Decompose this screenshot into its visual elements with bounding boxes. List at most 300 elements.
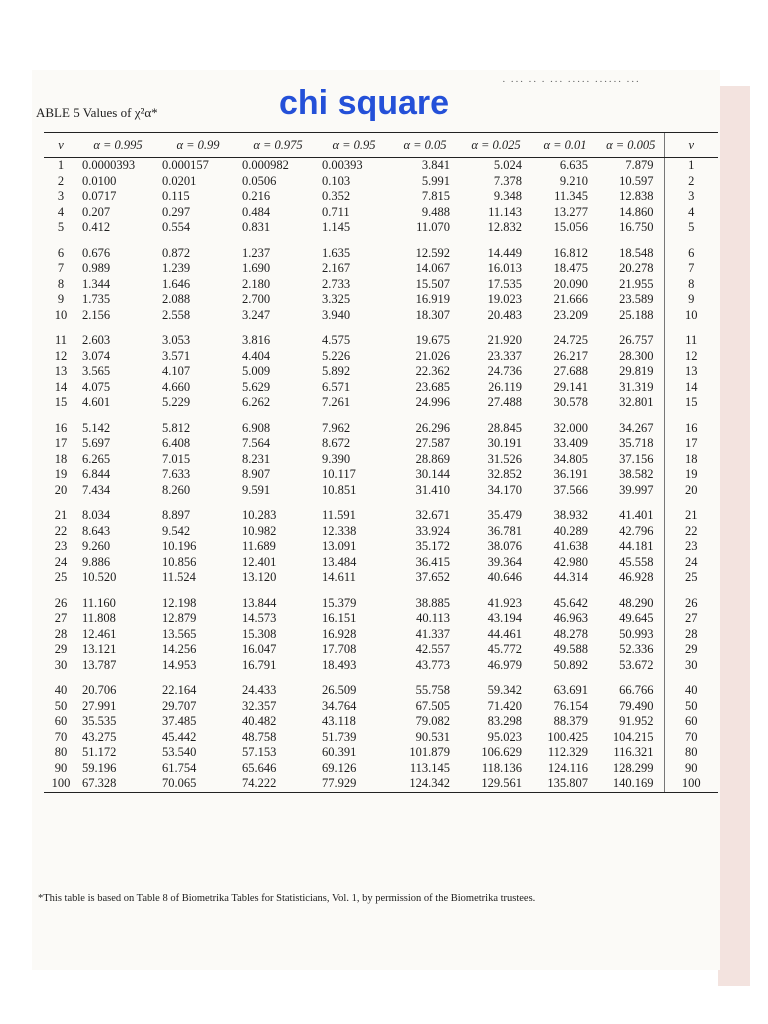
table-cell: 5.697 [82,436,111,451]
table-cell: 35.535 [82,714,117,729]
degrees-of-freedom-cell: 16 [664,411,718,437]
table-cell: 4.575 [322,333,351,348]
table-cell: 12.461 [82,626,117,641]
table-cell: 49.645 [619,611,654,626]
degrees-of-freedom-cell: 90 [664,761,718,777]
table-cell: 5.629 [242,379,271,394]
table-cell: 0.216 [242,189,271,204]
table-cell: 14.449 [487,245,522,260]
table-cell: 13.277 [553,204,588,219]
table-cell: 35.172 [415,539,450,554]
table-cell: 6.571 [322,379,351,394]
table-cell: 66.766 [619,683,654,698]
table-cell: 70.065 [158,776,238,792]
table-cell: 140.169 [598,776,664,792]
table-cell: 16.791 [242,657,277,672]
degrees-of-freedom-cell: 17 [54,436,68,451]
table-cell: 23.209 [553,307,588,322]
table-cell: 18.475 [553,261,588,276]
table-cell: 35.479 [487,508,522,523]
table-cell: 5.226 [322,348,351,363]
table-cell: 76.154 [553,698,588,713]
table-cell: 37.485 [162,714,197,729]
table-cell: 116.321 [613,745,654,760]
table-cell: 129.561 [460,776,532,792]
column-header: α = 0.995 [78,133,158,158]
degrees-of-freedom-cell: 1 [57,158,65,173]
table-cell: 118.136 [481,760,522,775]
table-header-row [44,133,718,158]
table-cell: 63.691 [553,683,588,698]
table-cell: 19.675 [415,333,450,348]
table-cell: 3.571 [162,348,191,363]
table-cell: 37.566 [553,482,588,497]
table-cell: 0.0100 [82,173,117,188]
table-cell: 1.239 [162,261,191,276]
degrees-of-freedom-cell: 26 [54,595,68,610]
table-cell: 3.940 [322,307,351,322]
table-cell: 48.758 [242,729,277,744]
table-cell: 32.000 [553,420,588,435]
table-cell: 0.000157 [162,158,209,173]
table-cell: 9.260 [82,539,111,554]
table-cell: 67.505 [415,698,450,713]
table-cell: 10.196 [162,539,197,554]
table-cell: 5.892 [322,364,351,379]
table-cell: 15.507 [415,276,450,291]
table-cell: 36.191 [553,467,588,482]
table-cell: 24.433 [242,683,277,698]
table-cell: 24.725 [553,333,588,348]
table-cell: 13.787 [82,657,117,672]
degrees-of-freedom-cell: 9 [57,292,65,307]
table-cell: 7.879 [625,158,654,173]
table-row [44,236,718,262]
table-cell: 29.819 [619,364,654,379]
degrees-of-freedom-cell: 10 [664,308,718,324]
table-cell: 9.210 [559,173,588,188]
table-cell: 29.141 [553,379,588,394]
table-cell: 14.256 [162,642,197,657]
table-cell: 10.117 [322,467,356,482]
table-title: ABLE 5 Values of χ²α* [36,105,158,120]
table-cell: 15.379 [322,595,357,610]
table-cell: 36.415 [415,554,450,569]
table-row [44,539,718,555]
table-row [44,220,718,236]
table-cell: 22.362 [415,364,450,379]
table-cell: 12.338 [322,523,357,538]
table-cell: 6.408 [162,436,191,451]
table-cell: 18.548 [619,245,654,260]
table-cell: 43.773 [415,657,450,672]
table-cell: 16.047 [242,642,277,657]
table-cell: 2.733 [322,276,351,291]
table-cell: 128.299 [612,760,654,775]
table-cell: 17.535 [487,276,522,291]
table-row [44,627,718,643]
table-row [44,555,718,571]
table-cell: 5.142 [82,420,111,435]
table-cell: 2.700 [242,292,271,307]
table-cell: 9.348 [493,189,522,204]
table-cell: 32.801 [619,395,654,410]
background-edge [718,86,750,986]
table-row [44,570,718,586]
table-cell: 20.706 [82,683,117,698]
table-cell: 30.144 [415,467,450,482]
table-cell: 6.908 [242,420,271,435]
table-row [44,714,718,730]
table-cell: 51.739 [322,729,357,744]
degrees-of-freedom-cell: 60 [54,714,68,729]
table-row [44,323,718,349]
table-cell: 7.564 [242,436,271,451]
table-cell: 0.297 [162,204,191,219]
table-cell: 13.844 [242,595,277,610]
table-cell: 0.676 [82,245,111,260]
table-cell: 12.879 [162,611,197,626]
table-cell: 11.345 [554,189,588,204]
column-header: α = 0.975 [238,133,318,158]
table-cell: 40.289 [553,523,588,538]
degrees-of-freedom-cell: 19 [54,467,68,482]
table-cell: 18.493 [322,657,357,672]
table-cell: 5.024 [493,158,522,173]
degrees-of-freedom-cell: 21 [54,508,68,523]
table-cell: 35.718 [619,436,654,451]
table-cell: 79.490 [619,698,654,713]
table-cell: 59.196 [82,760,117,775]
table-cell: 43.118 [322,714,356,729]
degrees-of-freedom-cell: 4 [57,204,65,219]
table-row [44,292,718,308]
table-row [44,349,718,365]
table-cell: 4.601 [82,395,111,410]
table-cell: 27.991 [82,698,117,713]
table-cell: 4.404 [242,348,271,363]
table-cell: 12.401 [242,554,277,569]
table-cell: 9.488 [421,204,450,219]
table-row [44,673,718,699]
table-cell: 3.565 [82,364,111,379]
table-row [44,174,718,190]
table-cell: 124.116 [547,760,588,775]
table-cell: 14.611 [322,570,356,585]
document-page [32,70,720,970]
table-row [44,277,718,293]
degrees-of-freedom-cell: 13 [664,364,718,380]
degrees-of-freedom-cell: 14 [664,380,718,396]
table-cell: 38.582 [619,467,654,482]
table-row [44,452,718,468]
table-cell: 33.924 [415,523,450,538]
table-cell: 0.115 [162,189,190,204]
table-cell: 13.565 [162,626,197,641]
table-cell: 22.164 [162,683,197,698]
table-cell: 6.265 [82,451,111,466]
table-cell: 52.336 [619,642,654,657]
table-cell: 113.145 [409,760,450,775]
table-cell: 21.920 [487,333,522,348]
table-cell: 3.053 [162,333,191,348]
table-cell: 34.170 [487,482,522,497]
table-cell: 4.660 [162,379,191,394]
table-cell: 8.897 [162,508,191,523]
table-cell: 39.997 [619,482,654,497]
table-cell: 7.962 [322,420,351,435]
table-row [44,642,718,658]
degrees-of-freedom-cell: 7 [57,261,65,276]
table-cell: 26.757 [619,333,654,348]
table-cell: 12.592 [415,245,450,260]
table-cell: 1.145 [322,220,351,235]
table-cell: 38.932 [553,508,588,523]
table-cell: 11.143 [488,204,522,219]
column-header: α = 0.005 [598,133,664,158]
table-cell: 27.488 [487,395,522,410]
degrees-of-freedom-cell: 12 [54,348,68,363]
table-cell: 44.461 [487,626,522,641]
table-cell: 9.591 [242,482,271,497]
table-cell: 6.844 [82,467,111,482]
table-cell: 3.074 [82,348,111,363]
table-cell: 0.711 [322,204,350,219]
degrees-of-freedom-cell: 80 [664,745,718,761]
table-cell: 37.652 [415,570,450,585]
table-cell: 71.420 [487,698,522,713]
table-cell: 20.278 [619,261,654,276]
table-cell: 112.329 [547,745,588,760]
degrees-of-freedom-cell: 4 [664,205,718,221]
table-cell: 4.107 [162,364,191,379]
degrees-of-freedom-cell: 26 [664,586,718,612]
degrees-of-freedom-cell: 50 [664,699,718,715]
table-cell: 25.188 [619,307,654,322]
table-cell: 10.982 [242,523,277,538]
degrees-of-freedom-cell: 80 [54,745,68,760]
table-cell: 90.531 [415,729,450,744]
table-row [44,658,718,674]
table-cell: 59.342 [487,683,522,698]
degrees-of-freedom-cell: 18 [54,451,68,466]
table-cell: 28.845 [487,420,522,435]
table-cell: 0.0201 [162,173,197,188]
table-cell: 32.357 [242,698,277,713]
table-cell: 15.056 [553,220,588,235]
table-cell: 0.484 [242,204,271,219]
table-cell: 18.307 [415,307,450,322]
table-row [44,699,718,715]
table-cell: 1.237 [242,245,271,260]
chi-square-table [44,132,718,793]
table-cell: 2.167 [322,261,351,276]
degrees-of-freedom-cell: 22 [664,524,718,540]
degrees-of-freedom-cell: 2 [57,173,65,188]
degrees-of-freedom-cell: 27 [664,611,718,627]
table-cell: 0.0000393 [82,158,136,173]
degrees-of-freedom-cell: 15 [54,395,68,410]
table-cell: 53.672 [619,657,654,672]
table-cell: 7.434 [82,482,111,497]
column-header: α = 0.05 [390,133,460,158]
table-cell: 34.764 [322,698,357,713]
table-cell: 0.872 [162,245,191,260]
degrees-of-freedom-cell: 9 [664,292,718,308]
table-cell: 2.180 [242,276,271,291]
table-cell: 21.955 [619,276,654,291]
running-header: · ··· ·· · ··· ····· ······ ··· [502,76,641,88]
table-cell: 38.076 [487,539,522,554]
table-cell: 0.352 [322,189,351,204]
table-cell: 11.524 [162,570,196,585]
table-cell: 30.578 [553,395,588,410]
table-cell: 2.156 [82,307,111,322]
degrees-of-freedom-cell: 23 [54,539,68,554]
degrees-of-freedom-cell: 6 [57,245,65,260]
table-cell: 0.0506 [242,173,277,188]
table-cell: 17.708 [322,642,357,657]
table-cell: 4.075 [82,379,111,394]
table-cell: 1.344 [82,276,111,291]
degrees-of-freedom-cell: 30 [664,658,718,674]
table-cell: 1.735 [82,292,111,307]
degrees-of-freedom-cell: 13 [54,364,68,379]
degrees-of-freedom-cell: 23 [664,539,718,555]
table-cell: 77.929 [318,776,390,792]
table-cell: 16.750 [619,220,654,235]
degrees-of-freedom-cell: 7 [664,261,718,277]
table-cell: 51.172 [82,745,117,760]
table-cell: 14.860 [619,204,654,219]
table-cell: 45.642 [553,595,588,610]
table-cell: 10.856 [162,554,197,569]
degrees-of-freedom-cell: 17 [664,436,718,452]
table-cell: 12.198 [162,595,197,610]
table-cell: 23.685 [415,379,450,394]
table-cell: 50.993 [619,626,654,641]
table-cell: 95.023 [487,729,522,744]
table-cell: 7.633 [162,467,191,482]
table-cell: 42.980 [553,554,588,569]
degrees-of-freedom-cell: 22 [54,523,68,538]
table-cell: 7.378 [493,173,522,188]
table-cell: 1.690 [242,261,271,276]
table-row [44,395,718,411]
degrees-of-freedom-cell: 3 [664,189,718,205]
column-header: α = 0.025 [460,133,532,158]
table-cell: 5.991 [421,173,450,188]
table-row [44,205,718,221]
table-cell: 0.103 [322,173,351,188]
degrees-of-freedom-cell: 16 [54,420,68,435]
degrees-of-freedom-cell: 100 [44,776,78,792]
table-cell: 50.892 [553,657,588,672]
table-cell: 3.816 [242,333,271,348]
table-cell: 2.558 [162,307,191,322]
table-cell: 40.646 [487,570,522,585]
degrees-of-freedom-cell: 29 [54,642,68,657]
table-cell: 9.886 [82,554,111,569]
degrees-of-freedom-cell: 11 [54,333,68,348]
table-cell: 53.540 [162,745,197,760]
table-cell: 7.815 [421,189,450,204]
degrees-of-freedom-cell: 60 [664,714,718,730]
table-cell: 1.635 [322,245,351,260]
degrees-of-freedom-cell: 27 [54,611,68,626]
table-cell: 26.217 [553,348,588,363]
table-cell: 5.812 [162,420,191,435]
degrees-of-freedom-cell: 14 [54,379,68,394]
table-cell: 11.591 [322,508,356,523]
table-cell: 88.379 [553,714,588,729]
table-cell: 23.337 [487,348,522,363]
table-cell: 45.558 [619,554,654,569]
degrees-of-freedom-cell: 30 [54,657,68,672]
degrees-of-freedom-cell: 11 [664,323,718,349]
degrees-of-freedom-cell: 6 [664,236,718,262]
table-cell: 20.090 [553,276,588,291]
degrees-of-freedom-cell: 28 [664,627,718,643]
handwritten-label: chi square [279,84,450,122]
table-cell: 34.267 [619,420,654,435]
table-cell: 5.229 [162,395,191,410]
table-cell: 9.390 [322,451,351,466]
table-cell: 3.325 [322,292,351,307]
table-cell: 8.260 [162,482,191,497]
degrees-of-freedom-cell: 8 [664,277,718,293]
degrees-of-freedom-cell: 70 [54,729,68,744]
table-row [44,261,718,277]
table-cell: 46.979 [487,657,522,672]
table-cell: 41.401 [619,508,654,523]
table-cell: 11.070 [416,220,450,235]
table-cell: 43.275 [82,729,117,744]
table-cell: 55.758 [415,683,450,698]
table-cell: 1.646 [162,276,191,291]
table-body [44,158,718,793]
table-cell: 21.026 [415,348,450,363]
column-header: α = 0.95 [318,133,390,158]
table-cell: 46.963 [553,611,588,626]
table-cell: 41.638 [553,539,588,554]
footnote: *This table is based on Table 8 of Biometrika Tables for Statisticians, Vol. 1, by permission of the Biometrika trustees. [38,893,536,904]
table-cell: 61.754 [162,760,197,775]
table-cell: 91.952 [619,714,654,729]
table-cell: 45.442 [162,729,197,744]
degrees-of-freedom-cell: 12 [664,349,718,365]
table-cell: 32.671 [415,508,450,523]
degrees-of-freedom-cell: 50 [54,698,68,713]
degrees-of-freedom-cell: 24 [54,554,68,569]
table-cell: 0.831 [242,220,271,235]
table-cell: 19.023 [487,292,522,307]
table-cell: 8.672 [322,436,351,451]
degrees-of-freedom-cell: 29 [664,642,718,658]
table-cell: 10.851 [322,482,357,497]
table-row [44,158,718,174]
degrees-of-freedom-cell: 15 [664,395,718,411]
table-cell: 7.015 [162,451,191,466]
table-cell: 8.231 [242,451,271,466]
table-cell: 15.308 [242,626,277,641]
table-cell: 0.000982 [242,158,289,173]
table-cell: 38.885 [415,595,450,610]
degrees-of-freedom-cell: 8 [57,276,65,291]
table-cell: 83.298 [487,714,522,729]
table-cell: 45.772 [487,642,522,657]
table-cell: 14.573 [242,611,277,626]
